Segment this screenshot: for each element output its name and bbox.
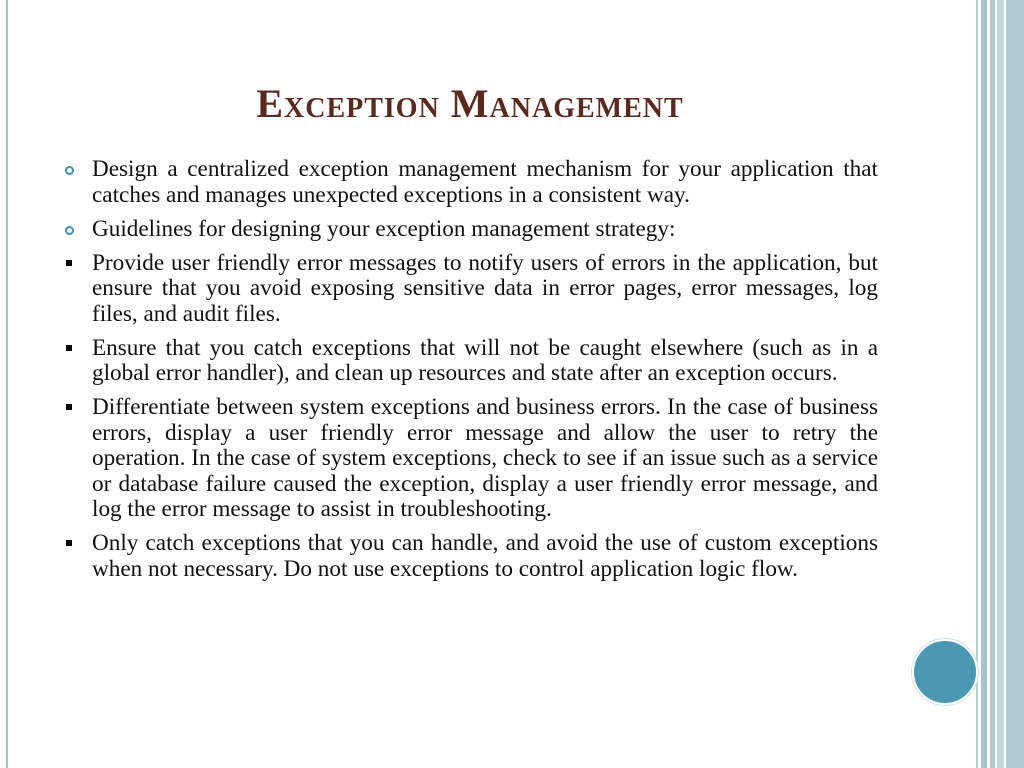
bullet-item (63, 395, 878, 523)
decorative-circle-icon (912, 639, 978, 705)
bullet-text: Provide user friendly error messages to notify users of errors in the application, but ensure that you avoid exposing sensitive data in error pages, error messages, log files, and audit files. (92, 249, 878, 327)
decorative-stripe (997, 0, 1004, 768)
bullet-text: Differentiate between system exceptions and business errors. In the case of business errors, display a user friendly error message and allow the user to retry the operation. In the case of system exceptions, check to see if an issue such as a service or database failure caused the exception, display a user friendly error message, and log the error message to assist in troubleshooting. (92, 394, 878, 522)
slide-title: Exception Management (256, 81, 684, 126)
ring-bullet-icon (63, 157, 83, 182)
square-bullet-icon (63, 531, 83, 556)
bullet-text: Only catch exceptions that you can handle, and avoid the use of custom exceptions when not necessary. Do not use exceptions to control application logic flow. (92, 530, 878, 582)
bullet-text: Design a centralized exception management mechanism for your application that catches and manages unexpected exceptions in a consistent way. (92, 156, 878, 208)
square-bullet-icon (63, 395, 83, 420)
bullet-text: Guidelines for designing your exception management strategy: (92, 215, 676, 242)
square-bullet-icon (63, 251, 83, 276)
bullet-item (63, 217, 878, 243)
bullet-item (63, 157, 878, 208)
left-border-line (6, 0, 8, 768)
decorative-stripe (976, 0, 978, 768)
bullet-text: Ensure that you catch exceptions that will not be caught elsewhere (such as in a global error handler), and clean up resources and state after an exception occurs. (92, 334, 878, 386)
bullet-item (63, 251, 878, 328)
bullet-item (63, 336, 878, 387)
square-bullet-icon (63, 336, 83, 361)
decorative-stripe (1006, 0, 1024, 768)
decorative-stripe (990, 0, 995, 768)
decorative-stripe (981, 0, 987, 768)
bullet-list (63, 157, 878, 591)
ring-bullet-icon (63, 217, 83, 242)
bullet-item (63, 531, 878, 582)
